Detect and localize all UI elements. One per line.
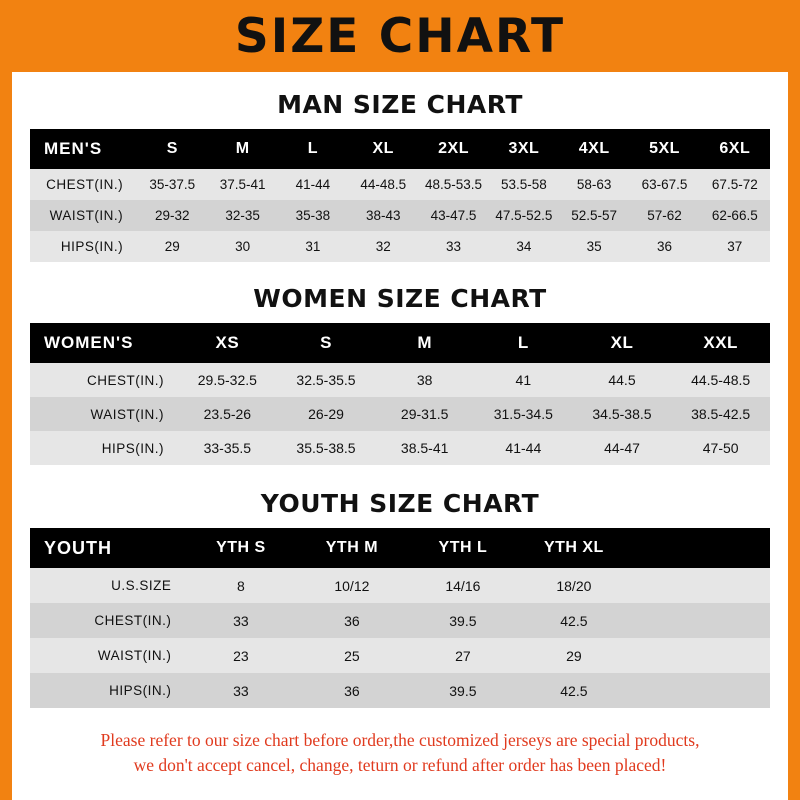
women-table-header-row: [30, 323, 770, 363]
man-header-cell-9: 6XL: [700, 129, 770, 169]
man-header-cell-8: 5XL: [629, 129, 699, 169]
women-row-2-label: HIPS(IN.): [30, 431, 178, 465]
youth-row-0-label: U.S.SIZE: [30, 568, 185, 603]
man-row-2-cell-8: 37: [700, 231, 770, 262]
man-row-1-cell-1: 32-35: [207, 200, 277, 231]
women-row-2-cell-0: 33-35.5: [178, 431, 277, 465]
man-row-0-label: CHEST(IN.): [30, 169, 137, 200]
man-header-cell-5: 2XL: [418, 129, 488, 169]
youth-row-2-cell-0: 23: [185, 638, 296, 673]
youth-row-1-cell-4: [629, 603, 770, 638]
man-row-0-cell-5: 53.5-58: [489, 169, 559, 200]
youth-section-title: YOUTH SIZE CHART: [260, 489, 540, 518]
man-row-0-cell-8: 67.5-72: [700, 169, 770, 200]
man-section-title: MAN SIZE CHART: [277, 90, 523, 119]
women-row-1-cell-5: 38.5-42.5: [671, 397, 770, 431]
man-row-1-cell-3: 38-43: [348, 200, 418, 231]
youth-row-0-cell-1: 10/12: [296, 568, 407, 603]
women-size-table: [30, 323, 770, 465]
man-header-cell-7: 4XL: [559, 129, 629, 169]
youth-row-0-cell-3: 18/20: [518, 568, 629, 603]
women-header-cell-6: XXL: [671, 323, 770, 363]
youth-row-0-cell-2: 14/16: [407, 568, 518, 603]
women-row-1-cell-1: 26-29: [277, 397, 376, 431]
women-header-cell-0: WOMEN'S: [30, 323, 178, 363]
man-row-2-label: HIPS(IN.): [30, 231, 137, 262]
table-row: [30, 673, 770, 708]
order-notice-line-1: Please refer to our size chart before order,the customized jerseys are special products,: [100, 730, 700, 750]
youth-row-2-cell-3: 29: [518, 638, 629, 673]
women-row-2-cell-1: 35.5-38.5: [277, 431, 376, 465]
women-row-0-cell-5: 44.5-48.5: [671, 363, 770, 397]
man-row-2-cell-1: 30: [207, 231, 277, 262]
youth-row-3-cell-1: 36: [296, 673, 407, 708]
man-row-0-cell-7: 63-67.5: [629, 169, 699, 200]
youth-row-3-cell-0: 33: [185, 673, 296, 708]
table-row: [30, 200, 770, 231]
women-header-cell-1: XS: [178, 323, 277, 363]
man-row-0-cell-4: 48.5-53.5: [418, 169, 488, 200]
man-row-0-cell-2: 41-44: [278, 169, 348, 200]
man-row-1-cell-8: 62-66.5: [700, 200, 770, 231]
table-row: [30, 638, 770, 673]
man-row-2-cell-4: 33: [418, 231, 488, 262]
order-notice: [44, 728, 756, 779]
youth-table-header-row: [30, 528, 770, 568]
youth-row-1-label: CHEST(IN.): [30, 603, 185, 638]
youth-header-cell-4: YTH XL: [518, 528, 629, 568]
youth-row-1-cell-0: 33: [185, 603, 296, 638]
women-row-0-cell-1: 32.5-35.5: [277, 363, 376, 397]
man-row-1-cell-5: 47.5-52.5: [489, 200, 559, 231]
man-row-1-label: WAIST(IN.): [30, 200, 137, 231]
table-row: [30, 603, 770, 638]
man-row-2-cell-2: 31: [278, 231, 348, 262]
women-row-0-cell-0: 29.5-32.5: [178, 363, 277, 397]
table-row: [30, 568, 770, 603]
youth-row-0-cell-0: 8: [185, 568, 296, 603]
women-row-1-cell-3: 31.5-34.5: [474, 397, 573, 431]
man-header-cell-1: S: [137, 129, 207, 169]
youth-row-2-cell-4: [629, 638, 770, 673]
youth-row-2-cell-1: 25: [296, 638, 407, 673]
youth-row-2-cell-2: 27: [407, 638, 518, 673]
youth-row-0-cell-4: [629, 568, 770, 603]
man-row-0-cell-1: 37.5-41: [207, 169, 277, 200]
man-row-1-cell-6: 52.5-57: [559, 200, 629, 231]
women-row-0-cell-3: 41: [474, 363, 573, 397]
page-banner: [0, 0, 800, 72]
table-row: [30, 397, 770, 431]
man-header-cell-2: M: [207, 129, 277, 169]
page-title: SIZE CHART: [234, 8, 566, 64]
women-row-0-label: CHEST(IN.): [30, 363, 178, 397]
women-row-0-cell-2: 38: [375, 363, 474, 397]
youth-row-3-cell-4: [629, 673, 770, 708]
man-row-2-cell-0: 29: [137, 231, 207, 262]
content-area: [12, 90, 788, 779]
man-row-2-cell-5: 34: [489, 231, 559, 262]
man-row-1-cell-2: 35-38: [278, 200, 348, 231]
youth-row-1-cell-1: 36: [296, 603, 407, 638]
women-row-1-label: WAIST(IN.): [30, 397, 178, 431]
women-row-2-cell-4: 44-47: [573, 431, 672, 465]
man-header-cell-4: XL: [348, 129, 418, 169]
youth-header-cell-3: YTH L: [407, 528, 518, 568]
youth-header-cell-0: YOUTH: [30, 528, 185, 568]
women-row-2-cell-5: 47-50: [671, 431, 770, 465]
man-header-cell-6: 3XL: [489, 129, 559, 169]
man-row-0-cell-3: 44-48.5: [348, 169, 418, 200]
man-row-1-cell-4: 43-47.5: [418, 200, 488, 231]
man-row-2-cell-7: 36: [629, 231, 699, 262]
women-row-0-cell-4: 44.5: [573, 363, 672, 397]
man-size-table: [30, 129, 770, 262]
women-row-1-cell-4: 34.5-38.5: [573, 397, 672, 431]
women-header-cell-3: M: [375, 323, 474, 363]
youth-row-1-cell-2: 39.5: [407, 603, 518, 638]
women-header-cell-2: S: [277, 323, 376, 363]
table-row: [30, 363, 770, 397]
youth-row-3-cell-3: 42.5: [518, 673, 629, 708]
table-row: [30, 231, 770, 262]
women-row-1-cell-0: 23.5-26: [178, 397, 277, 431]
man-row-1-cell-7: 57-62: [629, 200, 699, 231]
women-row-2-cell-3: 41-44: [474, 431, 573, 465]
youth-row-3-label: HIPS(IN.): [30, 673, 185, 708]
man-row-1-cell-0: 29-32: [137, 200, 207, 231]
youth-row-1-cell-3: 42.5: [518, 603, 629, 638]
women-header-cell-5: XL: [573, 323, 672, 363]
table-row: [30, 431, 770, 465]
man-header-cell-0: MEN'S: [30, 129, 137, 169]
man-row-2-cell-6: 35: [559, 231, 629, 262]
man-row-0-cell-0: 35-37.5: [137, 169, 207, 200]
women-row-1-cell-2: 29-31.5: [375, 397, 474, 431]
youth-header-cell-2: YTH M: [296, 528, 407, 568]
man-table-header-row: [30, 129, 770, 169]
man-row-0-cell-6: 58-63: [559, 169, 629, 200]
youth-header-cell-1: YTH S: [185, 528, 296, 568]
women-section-title: WOMEN SIZE CHART: [253, 284, 547, 313]
youth-size-table: [30, 528, 770, 708]
women-row-2-cell-2: 38.5-41: [375, 431, 474, 465]
youth-row-2-label: WAIST(IN.): [30, 638, 185, 673]
man-header-cell-3: L: [278, 129, 348, 169]
youth-header-cell-5: [629, 528, 770, 568]
table-row: [30, 169, 770, 200]
youth-row-3-cell-2: 39.5: [407, 673, 518, 708]
women-header-cell-4: L: [474, 323, 573, 363]
man-row-2-cell-3: 32: [348, 231, 418, 262]
order-notice-line-2: we don't accept cancel, change, teturn or refund after order has been placed!: [133, 755, 667, 776]
